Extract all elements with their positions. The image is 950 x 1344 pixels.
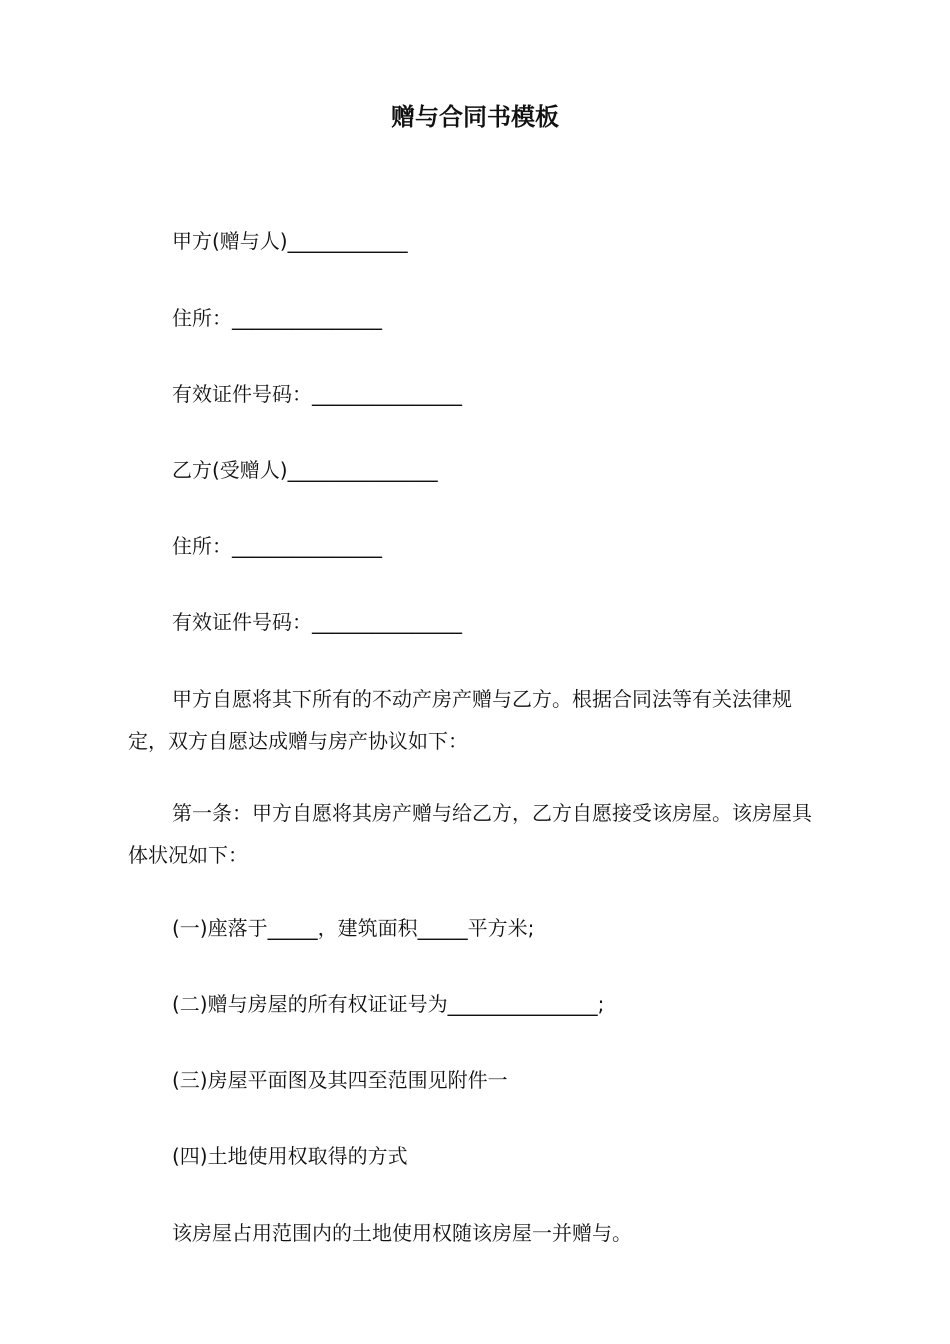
document-title: 赠与合同书模板 bbox=[391, 103, 559, 131]
land-use-note: 该房屋占用范围内的土地使用权随该房屋一并赠与。 bbox=[172, 1221, 632, 1245]
party-b-address: 住所：_______________ bbox=[172, 534, 382, 558]
party-a-id-number: 有效证件号码：_______________ bbox=[172, 382, 462, 406]
intro-paragraph: 甲方自愿将其下所有的不动产房产赠与乙方。根据合同法等有关法律规定，双方自愿达成赠与房产协议如下： bbox=[128, 687, 792, 753]
party-b-id-number: 有效证件号码：_______________ bbox=[172, 610, 462, 634]
property-item-certificate: (二)赠与房屋的所有权证证号为_______________; bbox=[172, 992, 605, 1016]
party-b-label: 乙方(受赠人)_______________ bbox=[172, 458, 438, 482]
property-item-location: (一)座落于_____，建筑面积_____平方米; bbox=[172, 916, 535, 940]
party-a-label: 甲方(赠与人)____________ bbox=[172, 229, 408, 253]
property-item-land-rights: (四)土地使用权取得的方式 bbox=[172, 1144, 408, 1168]
article-1-paragraph: 第一条：甲方自愿将其房产赠与给乙方，乙方自愿接受该房屋。该房屋具体状况如下： bbox=[128, 801, 812, 867]
property-item-floor-plan: (三)房屋平面图及其四至范围见附件一 bbox=[172, 1068, 508, 1092]
party-a-address: 住所：_______________ bbox=[172, 306, 382, 330]
